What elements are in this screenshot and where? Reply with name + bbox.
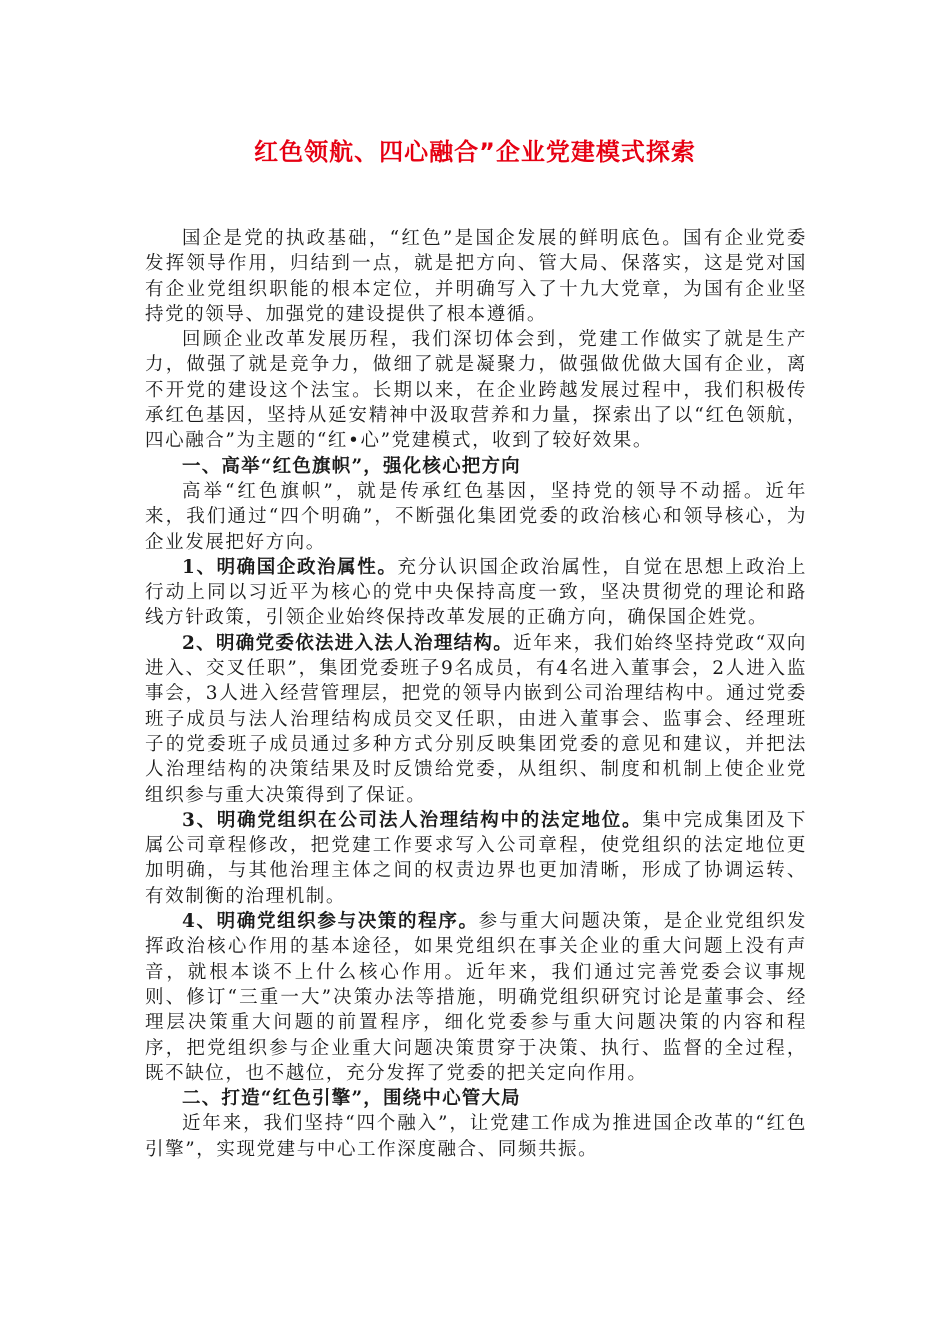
document-body — [145, 226, 807, 1162]
item-1-text: 充分认识国企政治属性，自觉在思想上政治上行动上同以习近平为核心的党中央保持高度一致，坚决贯彻党的理论和路线方针政策，引领企业始终保持改革发展的正确方向，确保国企姓党。 — [145, 556, 807, 629]
item-2-lead: 2、明确党委依法进入法人治理结构。 — [182, 632, 514, 654]
paragraph-section-1-intro: 高举“红色旗帜”，就是传承红色基因，坚持党的领导不动摇。近年来，我们通过“四个明确”，不断强化集团党委的政治核心和领导核心，为企业发展把好方向。 — [145, 480, 807, 553]
paragraph-review: 回顾企业改革发展历程，我们深切体会到，党建工作做实了就是生产力，做强了就是竞争力，做细了就是凝聚力，做强做优做大国有企业，离不开党的建设这个法宝。长期以来，在企业跨越发展过程中，我们积极传承红色基因，坚持从延安精神中汲取营养和力量，探索出了以“红色领航，四心融合”为主题的“红•心”党建模式，收到了较好效果。 — [145, 329, 807, 452]
paragraph-item-4 — [145, 909, 807, 1086]
item-2-text: 近年来，我们始终坚持党政“双向进入、交叉任职”，集团党委班子9名成员，有4名进入董事会，2人进入监事会，3人进入经营管理层，把党的领导内嵌到公司治理结构中。通过党委班子成员与法人治理结构成员交叉任职，由进入董事会、监事会、经理班子的党委班子成员通过多种方式分别反映集团党委的意见和建议，并把法人治理结构的决策结果及时反馈给党委，从组织、制度和机制上使企业党组织参与重大决策得到了保证。 — [145, 632, 807, 806]
paragraph-section-2-intro: 近年来，我们坚持“四个融入”，让党建工作成为推进国企改革的“红色引擎”，实现党建与中心工作深度融合、同频共振。 — [145, 1113, 807, 1160]
section-heading-2: 二、打造“红色引擎”，围绕中心管大局 — [182, 1088, 521, 1110]
item-1-lead: 1、明确国企政治属性。 — [182, 556, 398, 578]
paragraph-item-1 — [145, 555, 807, 631]
paragraph-item-2 — [145, 631, 807, 808]
item-3-lead: 3、明确党组织在公司法人治理结构中的法定地位。 — [182, 809, 643, 831]
item-4-lead: 4、明确党组织参与决策的程序。 — [182, 911, 479, 933]
item-3-text: 集中完成集团及下属公司章程修改，把党建工作要求写入公司章程，使党组织的法定地位更加明确，与其他治理主体之间的权责边界也更加清晰，形成了协调运转、有效制衡的治理机制。 — [145, 809, 807, 907]
document-title: 红色领航、四心融合”企业党建模式探索 — [254, 138, 696, 166]
section-heading-1: 一、高举“红色旗帜”，强化核心把方向 — [182, 455, 521, 477]
paragraph-intro: 国企是党的执政基础，“红色”是国企发展的鲜明底色。国有企业党委发挥领导作用，归结到一点，就是把方向、管大局、保落实，这是党对国有企业党组织职能的根本定位，并明确写入了十九大党章，为国有企业坚持党的领导、加强党的建设提供了根本遵循。 — [145, 228, 807, 325]
paragraph-item-3 — [145, 808, 807, 909]
item-4-text: 参与重大问题决策，是企业党组织发挥政治核心作用的基本途径，如果党组织在事关企业的重大问题上没有声音，就根本谈不上什么核心作用。近年来，我们通过完善党委会议事规则、修订“三重一大”决策办法等措施，明确党组织研究讨论是董事会、经理层决策重大问题的前置程序，细化党委参与重大问题决策的内容和程序，把党组织参与企业重大问题决策贯穿于决策、执行、监督的全过程，既不缺位，也不越位，充分发挥了党委的把关定向作用。 — [145, 911, 807, 1084]
